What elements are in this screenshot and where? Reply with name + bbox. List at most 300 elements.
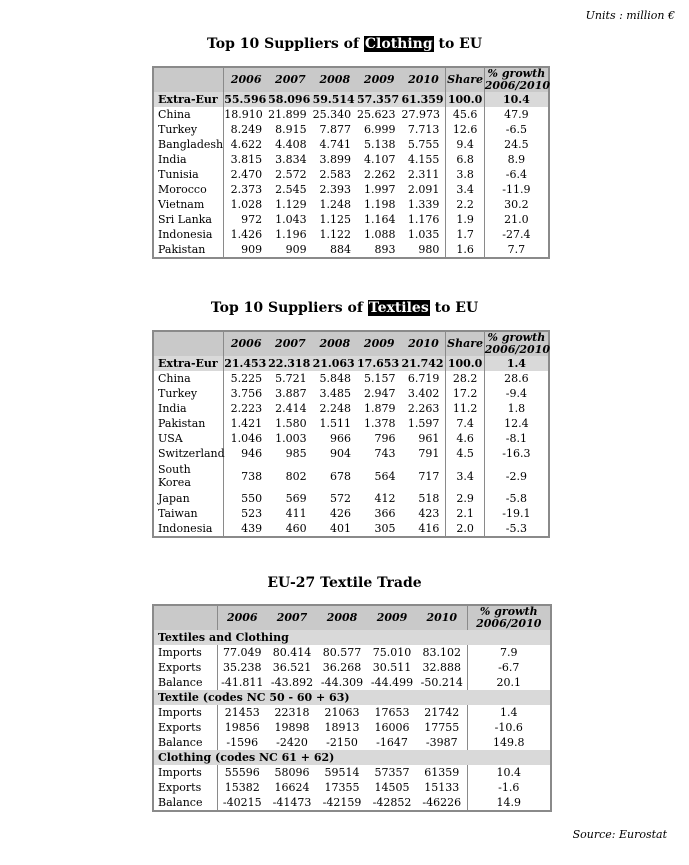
value-cell: 35.238 [223, 660, 262, 674]
value-cell: 961 [418, 431, 440, 445]
country-name-line1: Vietnam [158, 197, 205, 211]
value-cell: 22318 [274, 705, 310, 719]
growth-cell: -1.6 [467, 780, 551, 795]
value-cell: 2.311 [407, 167, 440, 181]
value-cell: -41473 [272, 795, 312, 809]
growth-cell: -27.4 [484, 227, 549, 242]
value-cell: -42159 [322, 795, 362, 809]
country-name [153, 212, 224, 227]
value-cell: 55596 [224, 765, 260, 779]
year-header: 2008 [317, 605, 367, 630]
table-row [153, 152, 549, 167]
value-cell: 5.848 [319, 371, 352, 385]
share-cell: 28.2 [446, 371, 484, 386]
value-cell: 8.249 [230, 122, 263, 136]
growth-header-line1: % growth [487, 331, 546, 344]
year-header: 2007 [267, 605, 317, 630]
share-cell: 100.0 [447, 92, 483, 106]
growth-cell: -6.7 [467, 660, 551, 675]
value-cell: 1.339 [407, 197, 440, 211]
growth-cell: 149.8 [467, 735, 551, 750]
country-name-line1: Indonesia [158, 521, 213, 535]
value-cell: 572 [330, 491, 352, 505]
share-cell: 6.8 [446, 152, 484, 167]
country-name-line1: Japan [158, 491, 190, 505]
country-name [153, 107, 224, 122]
value-cell: 58096 [274, 765, 310, 779]
value-cell: 19856 [224, 720, 260, 734]
value-cell: 550 [241, 491, 263, 505]
table-row [153, 705, 551, 720]
section-label: Clothing (codes NC 61 + 62) [153, 750, 551, 765]
growth-cell: 12.4 [484, 416, 549, 431]
country-name [153, 182, 224, 197]
value-cell: 3.756 [230, 386, 263, 400]
units-label: Units : million € [585, 9, 675, 22]
year-header: 2009 [367, 605, 417, 630]
table-row [153, 645, 551, 660]
growth-header [484, 331, 549, 356]
table-row [153, 506, 549, 521]
table-row [153, 416, 549, 431]
value-cell: 980 [418, 242, 440, 256]
country-name [153, 92, 224, 107]
share-cell: 3.4 [446, 461, 484, 491]
value-cell: 1.879 [363, 401, 396, 415]
value-cell: 16624 [274, 780, 310, 794]
value-cell: 15133 [424, 780, 460, 794]
value-cell: 796 [374, 431, 396, 445]
value-cell: 1.426 [230, 227, 263, 241]
value-cell: 7.877 [319, 122, 352, 136]
year-header: 2006 [217, 605, 267, 630]
value-cell: 3.485 [319, 386, 352, 400]
table-row [153, 386, 549, 401]
row-label: Exports [153, 660, 217, 675]
value-cell: 21.899 [268, 107, 307, 121]
value-cell: 366 [374, 506, 396, 520]
value-cell: 1.122 [319, 227, 352, 241]
table-row [153, 521, 549, 537]
growth-cell: -16.3 [484, 446, 549, 461]
country-name-line1: Turkey [158, 122, 198, 136]
value-cell: 3.815 [230, 152, 263, 166]
value-cell: 21.742 [401, 356, 445, 371]
value-cell: 946 [241, 446, 263, 460]
table-row [153, 780, 551, 795]
section-label: Textiles and Clothing [153, 630, 551, 645]
clothing-title [0, 36, 689, 52]
share-cell: 2.2 [446, 197, 484, 212]
row-label: Exports [153, 780, 217, 795]
growth-cell: -10.6 [467, 720, 551, 735]
value-cell: 791 [418, 446, 440, 460]
value-cell: 2.470 [230, 167, 263, 181]
table-row [153, 431, 549, 446]
value-cell: 5.157 [363, 371, 396, 385]
value-cell: 5.755 [407, 137, 440, 151]
value-cell: 743 [374, 446, 396, 460]
country-name-line1: Pakistan [158, 242, 206, 256]
value-cell: 3.834 [275, 152, 307, 166]
value-cell: -44.309 [320, 675, 364, 689]
growth-cell: 14.9 [467, 795, 551, 811]
growth-cell: -9.4 [484, 386, 549, 401]
row-label: Imports [153, 765, 217, 780]
country-name-line1: India [158, 152, 187, 166]
table-row [153, 356, 549, 371]
country-name [153, 152, 224, 167]
row-label: Balance [153, 675, 217, 690]
table-row [153, 167, 549, 182]
value-cell: 5.721 [275, 371, 307, 385]
value-cell: 5.225 [230, 371, 263, 385]
country-name [153, 446, 224, 461]
row-label: Imports [153, 645, 217, 660]
year-header: 2010 [401, 331, 445, 356]
value-cell: 2.262 [363, 167, 396, 181]
value-cell: 2.373 [230, 182, 263, 196]
value-cell: 1.088 [363, 227, 396, 241]
growth-header-line2: 2006/2010 [476, 617, 542, 630]
value-cell: 22.318 [268, 356, 312, 371]
share-header: Share [446, 67, 484, 92]
value-cell: 985 [285, 446, 307, 460]
value-cell: 460 [285, 521, 307, 535]
growth-cell: 28.6 [484, 371, 549, 386]
year-header: 2006 [224, 67, 268, 92]
growth-cell: -6.4 [484, 167, 549, 182]
share-cell: 4.5 [446, 446, 484, 461]
year-header: 2006 [224, 331, 268, 356]
growth-cell: 7.9 [467, 645, 551, 660]
share-header: Share [446, 331, 484, 356]
share-cell: 2.1 [446, 506, 484, 521]
value-cell: 2.947 [363, 386, 396, 400]
value-cell: 19898 [274, 720, 310, 734]
value-cell: 909 [285, 242, 307, 256]
growth-cell: 24.5 [484, 137, 549, 152]
clothing-title-after: to EU [433, 36, 483, 52]
section-label: Textile (codes NC 50 - 60 + 63) [153, 690, 551, 705]
country-name [153, 386, 224, 401]
share-cell: 1.9 [446, 212, 484, 227]
country-name-line1: India [158, 401, 187, 415]
row-label: Balance [153, 795, 217, 811]
country-name-line1: Morocco [158, 182, 207, 196]
share-cell: 9.4 [446, 137, 484, 152]
country-name [153, 122, 224, 137]
growth-header-line2: 2006/2010 [484, 343, 551, 356]
country-name [153, 521, 224, 537]
table-row [153, 675, 551, 690]
header-row [153, 605, 551, 630]
country-name [153, 167, 224, 182]
value-cell: 4.741 [319, 137, 352, 151]
table-row [153, 107, 549, 122]
share-cell: 7.4 [446, 416, 484, 431]
table-row [153, 446, 549, 461]
value-cell: 518 [418, 491, 440, 505]
textiles-title-after: to EU [429, 300, 479, 316]
table-row [153, 401, 549, 416]
value-cell: 1.125 [319, 212, 352, 226]
country-name-line1: China [158, 107, 191, 121]
table-row [153, 660, 551, 675]
value-cell: 305 [374, 521, 396, 535]
country-name-line1: Indonesia [158, 227, 213, 241]
table-row [153, 461, 549, 491]
value-cell: -41.811 [221, 675, 264, 689]
country-name [153, 416, 224, 431]
section-row [153, 690, 551, 705]
value-cell: 15382 [224, 780, 260, 794]
country-name-line1: Bangladesh [158, 137, 224, 151]
table-row [153, 92, 549, 107]
value-cell: 75.010 [372, 645, 412, 659]
value-cell: 1.580 [275, 416, 307, 430]
table-row [153, 227, 549, 242]
growth-cell: -6.5 [484, 122, 549, 137]
year-header: 2008 [313, 331, 357, 356]
value-cell: -1647 [376, 735, 408, 749]
country-name [153, 431, 224, 446]
value-cell: 426 [330, 506, 352, 520]
value-cell: 884 [330, 242, 352, 256]
value-cell: 61.359 [401, 92, 445, 107]
value-cell: 18.910 [224, 107, 263, 121]
value-cell: 30.511 [372, 660, 412, 674]
value-cell: 1.198 [363, 197, 396, 211]
growth-header [484, 67, 549, 92]
share-cell: 3.4 [446, 182, 484, 197]
value-cell: 893 [374, 242, 396, 256]
value-cell: -43.892 [270, 675, 314, 689]
section-row [153, 750, 551, 765]
country-name [153, 227, 224, 242]
value-cell: 2.248 [319, 401, 352, 415]
table-row [153, 122, 549, 137]
source-label: Source: Eurostat [572, 828, 667, 841]
value-cell: 1.164 [363, 212, 396, 226]
value-cell: 416 [418, 521, 440, 535]
country-name-line2: Korea [158, 476, 191, 489]
value-cell: 4.107 [363, 152, 396, 166]
value-cell: 412 [374, 491, 396, 505]
row-label: Exports [153, 720, 217, 735]
value-cell: 802 [285, 469, 307, 483]
growth-cell: 8.9 [484, 152, 549, 167]
share-cell: 3.8 [446, 167, 484, 182]
value-cell: 18913 [324, 720, 360, 734]
growth-header-line1: % growth [487, 67, 546, 80]
country-name-line1: Sri Lanka [158, 212, 212, 226]
value-cell: 59.514 [313, 92, 357, 107]
value-cell: 678 [330, 469, 352, 483]
growth-cell: -8.1 [484, 431, 549, 446]
textiles-table [152, 330, 550, 538]
value-cell: 14505 [374, 780, 410, 794]
table-row [153, 242, 549, 258]
value-cell: 21.453 [224, 356, 267, 370]
value-cell: 36.268 [322, 660, 362, 674]
value-cell: 17355 [324, 780, 360, 794]
year-header: 2009 [357, 331, 401, 356]
value-cell: 1.196 [275, 227, 307, 241]
value-cell: 4.408 [275, 137, 307, 151]
year-header: 2009 [357, 67, 401, 92]
table-row [153, 795, 551, 811]
row-label: Balance [153, 735, 217, 750]
growth-cell: 7.7 [484, 242, 549, 258]
value-cell: -40215 [222, 795, 262, 809]
value-cell: 411 [285, 506, 307, 520]
header-row [153, 331, 549, 356]
value-cell: 21063 [324, 705, 360, 719]
value-cell: 21.063 [313, 356, 357, 371]
section-row [153, 630, 551, 645]
growth-cell: 30.2 [484, 197, 549, 212]
value-cell: 27.973 [401, 107, 440, 121]
growth-cell: 10.4 [484, 92, 549, 107]
growth-cell: 20.1 [467, 675, 551, 690]
country-name-line1: Tunisia [158, 167, 199, 181]
value-cell: 909 [241, 242, 263, 256]
clothing-title-highlight: Clothing [364, 36, 433, 52]
share-cell: 12.6 [446, 122, 484, 137]
value-cell: 36.521 [272, 660, 312, 674]
table-row [153, 371, 549, 386]
value-cell: -42852 [372, 795, 412, 809]
growth-cell: 21.0 [484, 212, 549, 227]
country-name [153, 371, 224, 386]
year-header: 2008 [313, 67, 357, 92]
value-cell: 4.622 [230, 137, 263, 151]
value-cell: 59514 [324, 765, 360, 779]
value-cell: 2.223 [230, 401, 263, 415]
value-cell: -2150 [326, 735, 358, 749]
value-cell: 3.887 [275, 386, 307, 400]
share-cell: 1.7 [446, 227, 484, 242]
growth-header [467, 605, 551, 630]
header-corner [153, 605, 217, 630]
textiles-title [0, 300, 689, 316]
country-name-line1: Extra-Eur [158, 356, 218, 370]
value-cell: -50.214 [420, 675, 463, 689]
country-name [153, 197, 224, 212]
value-cell: 3.899 [319, 152, 352, 166]
growth-header-line2: 2006/2010 [484, 79, 551, 92]
value-cell: 3.402 [407, 386, 440, 400]
value-cell: 2.583 [319, 167, 352, 181]
growth-cell: 1.8 [484, 401, 549, 416]
value-cell: 25.623 [357, 107, 396, 121]
clothing-table [152, 66, 550, 259]
value-cell: -46226 [422, 795, 462, 809]
clothing-title-before: Top 10 Suppliers of [206, 36, 364, 52]
table-row [153, 491, 549, 506]
value-cell: 25.340 [312, 107, 352, 121]
country-name-line1: Turkey [158, 386, 198, 400]
country-name-line1: China [158, 371, 191, 385]
share-cell: 17.2 [446, 386, 484, 401]
value-cell: -44.499 [370, 675, 414, 689]
growth-cell: -5.3 [484, 521, 549, 537]
value-cell: 21742 [424, 705, 460, 719]
value-cell: 1.511 [319, 416, 352, 430]
share-cell: 4.6 [446, 431, 484, 446]
value-cell: 2.091 [407, 182, 440, 196]
value-cell: 21453 [224, 705, 260, 719]
table-row [153, 735, 551, 750]
value-cell: 564 [374, 469, 396, 483]
value-cell: 80.577 [322, 645, 362, 659]
trade-table [152, 604, 552, 812]
table-row [153, 212, 549, 227]
table-row [153, 137, 549, 152]
value-cell: 966 [330, 431, 352, 445]
value-cell: 717 [418, 469, 440, 483]
value-cell: 1.597 [407, 416, 440, 430]
table-row [153, 720, 551, 735]
year-header: 2010 [417, 605, 467, 630]
value-cell: 1.421 [230, 416, 263, 430]
country-name [153, 491, 224, 506]
country-name [153, 137, 224, 152]
value-cell: 2.545 [275, 182, 307, 196]
year-header: 2010 [401, 67, 445, 92]
value-cell: 77.049 [223, 645, 262, 659]
value-cell: 1.129 [275, 197, 307, 211]
value-cell: 55.596 [224, 92, 267, 106]
table-row [153, 765, 551, 780]
growth-cell: -5.8 [484, 491, 549, 506]
country-name [153, 506, 224, 521]
value-cell: 32.888 [422, 660, 461, 674]
country-name [153, 401, 224, 416]
country-name-line1: South [158, 463, 191, 476]
value-cell: 57.357 [357, 92, 401, 107]
value-cell: 401 [330, 521, 352, 535]
value-cell: 8.915 [275, 122, 307, 136]
value-cell: 5.138 [363, 137, 396, 151]
value-cell: 738 [241, 469, 263, 483]
country-name-line1: Extra-Eur [158, 92, 218, 106]
value-cell: 2.393 [319, 182, 352, 196]
value-cell: 17755 [424, 720, 460, 734]
value-cell: 1.046 [230, 431, 263, 445]
growth-cell: 1.4 [484, 356, 549, 371]
value-cell: 1.997 [363, 182, 396, 196]
share-cell: 2.0 [446, 521, 484, 537]
value-cell: 1.028 [230, 197, 263, 211]
row-label: Imports [153, 705, 217, 720]
country-name [153, 242, 224, 258]
country-name-line1: Pakistan [158, 416, 206, 430]
growth-header-line1: % growth [479, 605, 538, 618]
value-cell: 972 [241, 212, 263, 226]
header-corner [153, 67, 224, 92]
table-row [153, 182, 549, 197]
value-cell: -2420 [276, 735, 308, 749]
value-cell: 17.653 [357, 356, 401, 371]
value-cell: 523 [241, 506, 263, 520]
country-name-line1: USA [158, 431, 183, 445]
growth-cell: -19.1 [484, 506, 549, 521]
value-cell: 1.378 [363, 416, 396, 430]
year-header: 2007 [268, 331, 312, 356]
value-cell: 1.035 [407, 227, 440, 241]
